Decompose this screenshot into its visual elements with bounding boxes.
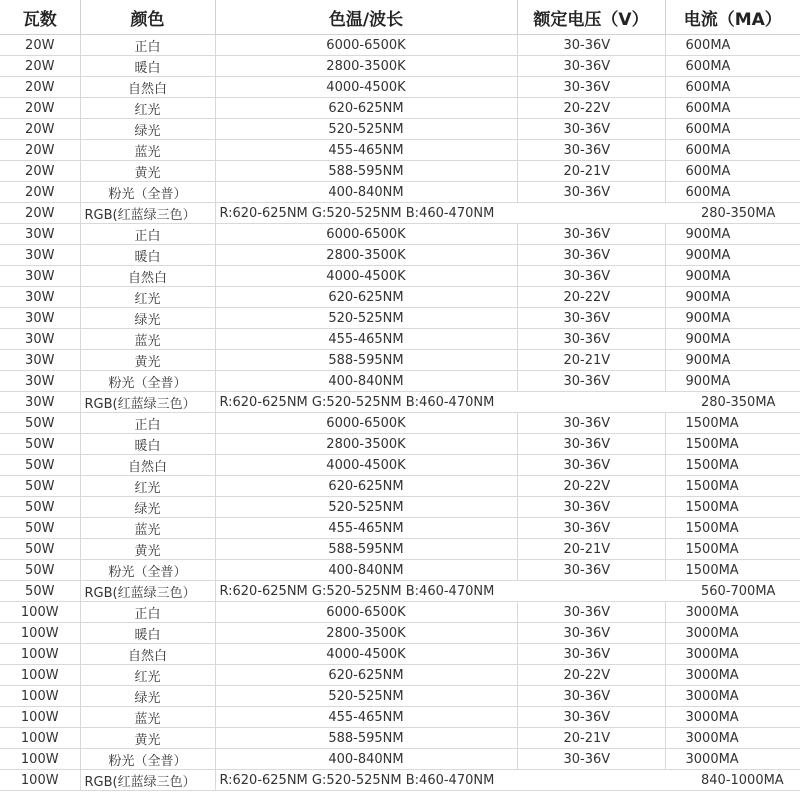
cell-watt: 100W	[0, 665, 80, 686]
cell-voltage: 30-36V	[517, 119, 665, 140]
table-row	[0, 350, 800, 371]
cell-color: RGB(红蓝绿三色）	[80, 581, 215, 602]
cell-temp: 588-595NM	[215, 350, 517, 371]
cell-current: 900MA	[665, 308, 800, 329]
cell-voltage: 30-36V	[517, 413, 665, 434]
cell-color: 黄光	[80, 728, 215, 749]
cell-current: 1500MA	[665, 455, 800, 476]
cell-temp: 400-840NM	[215, 749, 517, 770]
cell-watt: 50W	[0, 581, 80, 602]
cell-current: 1500MA	[665, 497, 800, 518]
cell-voltage: 30-36V	[517, 497, 665, 518]
cell-watt: 100W	[0, 644, 80, 665]
table-row	[0, 539, 800, 560]
cell-voltage: 20-22V	[517, 665, 665, 686]
cell-voltage: 30-36V	[517, 35, 665, 56]
cell-watt: 100W	[0, 728, 80, 749]
cell-watt: 100W	[0, 623, 80, 644]
cell-watt: 50W	[0, 497, 80, 518]
cell-watt: 50W	[0, 539, 80, 560]
cell-color: 绿光	[80, 686, 215, 707]
cell-voltage: 30-36V	[517, 644, 665, 665]
cell-temp: 4000-4500K	[215, 455, 517, 476]
table-row	[0, 581, 800, 602]
cell-current: 600MA	[665, 119, 800, 140]
cell-watt: 30W	[0, 308, 80, 329]
cell-color: RGB(红蓝绿三色）	[80, 203, 215, 224]
cell-watt: 100W	[0, 749, 80, 770]
cell-color: 红光	[80, 287, 215, 308]
table-row	[0, 119, 800, 140]
cell-voltage: 30-36V	[517, 455, 665, 476]
cell-temp: 2800-3500K	[215, 623, 517, 644]
table-row	[0, 161, 800, 182]
cell-current: 3000MA	[665, 749, 800, 770]
cell-current: 1500MA	[665, 539, 800, 560]
cell-color: 黄光	[80, 350, 215, 371]
cell-watt: 50W	[0, 476, 80, 497]
table-row	[0, 728, 800, 749]
cell-temp: 520-525NM	[215, 308, 517, 329]
cell-current: 600MA	[665, 182, 800, 203]
cell-color: 自然白	[80, 77, 215, 98]
table-row	[0, 308, 800, 329]
cell-color: 红光	[80, 98, 215, 119]
header-color: 颜色	[80, 0, 215, 35]
table-row	[0, 623, 800, 644]
table-row	[0, 602, 800, 623]
cell-voltage: 20-22V	[517, 98, 665, 119]
table-row	[0, 77, 800, 98]
cell-voltage: 30-36V	[517, 686, 665, 707]
table-row	[0, 371, 800, 392]
cell-color: 绿光	[80, 119, 215, 140]
cell-watt: 20W	[0, 98, 80, 119]
table-row	[0, 56, 800, 77]
table-row	[0, 266, 800, 287]
cell-current: 1500MA	[665, 434, 800, 455]
cell-temp: 455-465NM	[215, 518, 517, 539]
cell-temp: 400-840NM	[215, 182, 517, 203]
cell-temp: 620-625NM	[215, 287, 517, 308]
cell-voltage: 30-36V	[517, 560, 665, 581]
cell-current: 600MA	[665, 98, 800, 119]
cell-color: 粉光（全普）	[80, 749, 215, 770]
cell-voltage: 20-21V	[517, 728, 665, 749]
cell-temp: 620-625NM	[215, 665, 517, 686]
cell-current: 900MA	[665, 371, 800, 392]
cell-voltage: 30-36V	[517, 56, 665, 77]
cell-watt: 20W	[0, 182, 80, 203]
cell-color: 黄光	[80, 161, 215, 182]
cell-watt: 50W	[0, 518, 80, 539]
cell-current: 840-1000MA	[665, 770, 800, 791]
cell-rgb-wavelengths: R:620-625NM G:520-525NM B:460-470NM	[215, 770, 665, 791]
cell-temp: 620-625NM	[215, 98, 517, 119]
cell-voltage: 30-36V	[517, 266, 665, 287]
table-row	[0, 203, 800, 224]
cell-watt: 20W	[0, 161, 80, 182]
table-row	[0, 644, 800, 665]
table-row	[0, 770, 800, 791]
table-row	[0, 329, 800, 350]
table-row	[0, 35, 800, 56]
cell-current: 3000MA	[665, 728, 800, 749]
table-row	[0, 707, 800, 728]
cell-color: 粉光（全普）	[80, 371, 215, 392]
cell-current: 3000MA	[665, 707, 800, 728]
cell-voltage: 30-36V	[517, 623, 665, 644]
table-row	[0, 245, 800, 266]
table-row	[0, 497, 800, 518]
cell-current: 280-350MA	[665, 392, 800, 413]
table-row	[0, 287, 800, 308]
cell-color: 自然白	[80, 266, 215, 287]
table-row	[0, 182, 800, 203]
table-row	[0, 392, 800, 413]
cell-watt: 100W	[0, 602, 80, 623]
cell-watt: 20W	[0, 140, 80, 161]
cell-current: 600MA	[665, 56, 800, 77]
cell-current: 900MA	[665, 245, 800, 266]
cell-current: 560-700MA	[665, 581, 800, 602]
cell-watt: 50W	[0, 560, 80, 581]
cell-color: 绿光	[80, 308, 215, 329]
cell-temp: 4000-4500K	[215, 77, 517, 98]
cell-current: 1500MA	[665, 560, 800, 581]
table-row	[0, 140, 800, 161]
cell-color: RGB(红蓝绿三色）	[80, 770, 215, 791]
cell-voltage: 30-36V	[517, 518, 665, 539]
cell-color: 粉光（全普）	[80, 560, 215, 581]
cell-temp: 400-840NM	[215, 560, 517, 581]
cell-voltage: 30-36V	[517, 308, 665, 329]
cell-temp: 400-840NM	[215, 371, 517, 392]
table-row	[0, 749, 800, 770]
cell-watt: 30W	[0, 392, 80, 413]
cell-current: 600MA	[665, 161, 800, 182]
table-row	[0, 476, 800, 497]
cell-temp: 520-525NM	[215, 497, 517, 518]
cell-voltage: 30-36V	[517, 224, 665, 245]
cell-color: 正白	[80, 602, 215, 623]
cell-watt: 20W	[0, 203, 80, 224]
cell-current: 3000MA	[665, 644, 800, 665]
table-row	[0, 224, 800, 245]
cell-current: 900MA	[665, 350, 800, 371]
cell-watt: 30W	[0, 371, 80, 392]
cell-voltage: 30-36V	[517, 371, 665, 392]
cell-current: 3000MA	[665, 602, 800, 623]
cell-voltage: 20-22V	[517, 287, 665, 308]
cell-voltage: 20-21V	[517, 539, 665, 560]
cell-watt: 30W	[0, 266, 80, 287]
cell-color: 红光	[80, 665, 215, 686]
cell-voltage: 30-36V	[517, 707, 665, 728]
table-row	[0, 665, 800, 686]
cell-voltage: 30-36V	[517, 329, 665, 350]
table-row	[0, 518, 800, 539]
cell-current: 600MA	[665, 35, 800, 56]
table-row	[0, 560, 800, 581]
cell-watt: 30W	[0, 245, 80, 266]
cell-color: 暖白	[80, 623, 215, 644]
cell-temp: 4000-4500K	[215, 266, 517, 287]
cell-current: 3000MA	[665, 686, 800, 707]
cell-color: 正白	[80, 35, 215, 56]
cell-color: 自然白	[80, 455, 215, 476]
cell-color: 蓝光	[80, 140, 215, 161]
cell-watt: 20W	[0, 56, 80, 77]
cell-voltage: 30-36V	[517, 434, 665, 455]
cell-temp: 455-465NM	[215, 140, 517, 161]
cell-rgb-wavelengths: R:620-625NM G:520-525NM B:460-470NM	[215, 203, 665, 224]
cell-watt: 50W	[0, 434, 80, 455]
header-voltage: 额定电压（V）	[517, 0, 665, 35]
cell-color: 红光	[80, 476, 215, 497]
table-body	[0, 35, 800, 791]
cell-voltage: 30-36V	[517, 182, 665, 203]
table-row	[0, 686, 800, 707]
cell-temp: 6000-6500K	[215, 413, 517, 434]
cell-watt: 100W	[0, 686, 80, 707]
cell-current: 900MA	[665, 287, 800, 308]
cell-voltage: 20-21V	[517, 161, 665, 182]
cell-temp: 2800-3500K	[215, 245, 517, 266]
cell-watt: 100W	[0, 707, 80, 728]
cell-current: 1500MA	[665, 518, 800, 539]
cell-voltage: 30-36V	[517, 749, 665, 770]
cell-watt: 20W	[0, 119, 80, 140]
cell-color: 暖白	[80, 245, 215, 266]
table-row	[0, 434, 800, 455]
cell-color: 绿光	[80, 497, 215, 518]
cell-color: 自然白	[80, 644, 215, 665]
cell-current: 600MA	[665, 140, 800, 161]
header-row	[0, 0, 800, 35]
cell-temp: 620-625NM	[215, 476, 517, 497]
cell-current: 1500MA	[665, 476, 800, 497]
cell-current: 600MA	[665, 77, 800, 98]
cell-temp: 4000-4500K	[215, 644, 517, 665]
cell-voltage: 20-22V	[517, 476, 665, 497]
cell-color: 正白	[80, 413, 215, 434]
cell-watt: 30W	[0, 329, 80, 350]
cell-color: 蓝光	[80, 518, 215, 539]
cell-temp: 588-595NM	[215, 161, 517, 182]
cell-temp: 2800-3500K	[215, 434, 517, 455]
cell-current: 900MA	[665, 224, 800, 245]
cell-watt: 100W	[0, 770, 80, 791]
table-row	[0, 98, 800, 119]
header-temp: 色温/波长	[215, 0, 517, 35]
cell-watt: 20W	[0, 35, 80, 56]
cell-color: 暖白	[80, 56, 215, 77]
cell-current: 900MA	[665, 266, 800, 287]
cell-temp: 455-465NM	[215, 707, 517, 728]
table-row	[0, 413, 800, 434]
cell-current: 900MA	[665, 329, 800, 350]
cell-color: RGB(红蓝绿三色）	[80, 392, 215, 413]
cell-voltage: 30-36V	[517, 602, 665, 623]
cell-temp: 6000-6500K	[215, 224, 517, 245]
cell-temp: 6000-6500K	[215, 35, 517, 56]
cell-temp: 520-525NM	[215, 119, 517, 140]
cell-watt: 50W	[0, 455, 80, 476]
cell-current: 280-350MA	[665, 203, 800, 224]
header-current: 电流（MA）	[665, 0, 800, 35]
cell-temp: 455-465NM	[215, 329, 517, 350]
header-watt: 瓦数	[0, 0, 80, 35]
cell-watt: 50W	[0, 413, 80, 434]
cell-rgb-wavelengths: R:620-625NM G:520-525NM B:460-470NM	[215, 581, 665, 602]
cell-color: 蓝光	[80, 707, 215, 728]
cell-current: 3000MA	[665, 665, 800, 686]
cell-color: 蓝光	[80, 329, 215, 350]
cell-color: 暖白	[80, 434, 215, 455]
cell-temp: 588-595NM	[215, 728, 517, 749]
cell-temp: 588-595NM	[215, 539, 517, 560]
table-row	[0, 455, 800, 476]
cell-current: 3000MA	[665, 623, 800, 644]
cell-current: 1500MA	[665, 413, 800, 434]
cell-voltage: 30-36V	[517, 140, 665, 161]
cell-color: 正白	[80, 224, 215, 245]
cell-temp: 2800-3500K	[215, 56, 517, 77]
cell-watt: 30W	[0, 224, 80, 245]
cell-rgb-wavelengths: R:620-625NM G:520-525NM B:460-470NM	[215, 392, 665, 413]
cell-voltage: 20-21V	[517, 350, 665, 371]
cell-watt: 20W	[0, 77, 80, 98]
cell-voltage: 30-36V	[517, 245, 665, 266]
cell-watt: 30W	[0, 287, 80, 308]
cell-watt: 30W	[0, 350, 80, 371]
cell-voltage: 30-36V	[517, 77, 665, 98]
cell-temp: 520-525NM	[215, 686, 517, 707]
cell-color: 粉光（全普）	[80, 182, 215, 203]
cell-temp: 6000-6500K	[215, 602, 517, 623]
cell-color: 黄光	[80, 539, 215, 560]
